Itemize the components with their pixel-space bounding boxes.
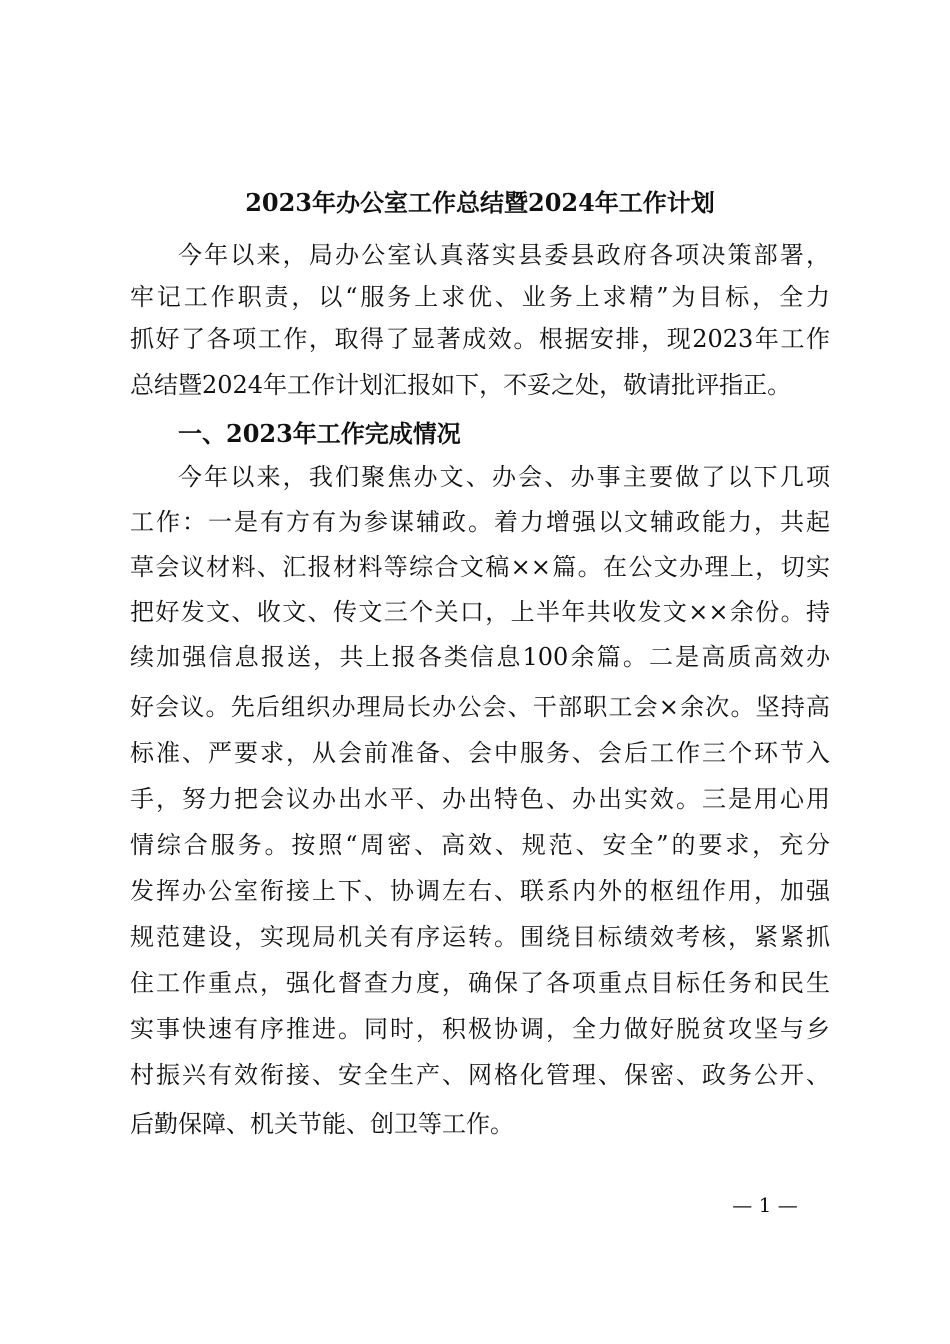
section-line: 把好发文、收文、传文三个关口，上半年共收发文××余份。持 [130, 598, 830, 626]
section-line: 住工作重点，强化督查力度，确保了各项重点目标任务和民生 [130, 969, 830, 997]
section-line: 规范建设，实现局机关有序运转。围绕目标绩效考核，紧紧抓 [130, 923, 830, 951]
intro-line: 总结暨2024年工作计划汇报如下，不妥之处，敬请批评指正。 [130, 371, 792, 399]
section-line: 草会议材料、汇报材料等综合文稿××篇。在公文办理上，切实 [130, 553, 830, 581]
section-line: 发挥办公室衔接上下、协调左右、联系内外的枢纽作用，加强 [130, 877, 830, 905]
section-heading: 一、2023年工作完成情况 [178, 419, 461, 448]
section-line: 标准、严要求，从会前准备、会中服务、会后工作三个环节入 [130, 739, 830, 767]
section-line: 手，努力把会议办出水平、办出特色、办出实效。三是用心用 [130, 785, 830, 813]
page-number: — 1 — [732, 1193, 798, 1217]
section-line: 好会议。先后组织办理局长办公会、干部职工会×余次。坚持高 [130, 693, 830, 721]
intro-line: 今年以来，局办公室认真落实县委县政府各项决策部署， [178, 241, 830, 269]
intro-line: 牢记工作职责，以“服务上求优、业务上求精”为目标，全力 [130, 283, 830, 311]
section-line: 实事快速有序推进。同时，积极协调，全力做好脱贫攻坚与乡 [130, 1015, 830, 1043]
document-title: 2023年办公室工作总结暨2024年工作计划 [245, 188, 715, 217]
section-line: 后勤保障、机关节能、创卫等工作。 [130, 1110, 514, 1138]
section-line: 续加强信息报送，共上报各类信息100余篇。二是高质高效办 [130, 643, 830, 671]
section-line: 今年以来，我们聚焦办文、办会、办事主要做了以下几项 [178, 463, 830, 491]
section-line: 工作：一是有方有为参谋辅政。着力增强以文辅政能力，共起 [130, 508, 830, 536]
section-line: 村振兴有效衔接、安全生产、网格化管理、保密、政务公开、 [130, 1061, 830, 1089]
intro-line: 抓好了各项工作，取得了显著成效。根据安排，现2023年工作 [130, 325, 830, 353]
section-line: 情综合服务。按照“周密、高效、规范、安全”的要求，充分 [130, 831, 830, 859]
